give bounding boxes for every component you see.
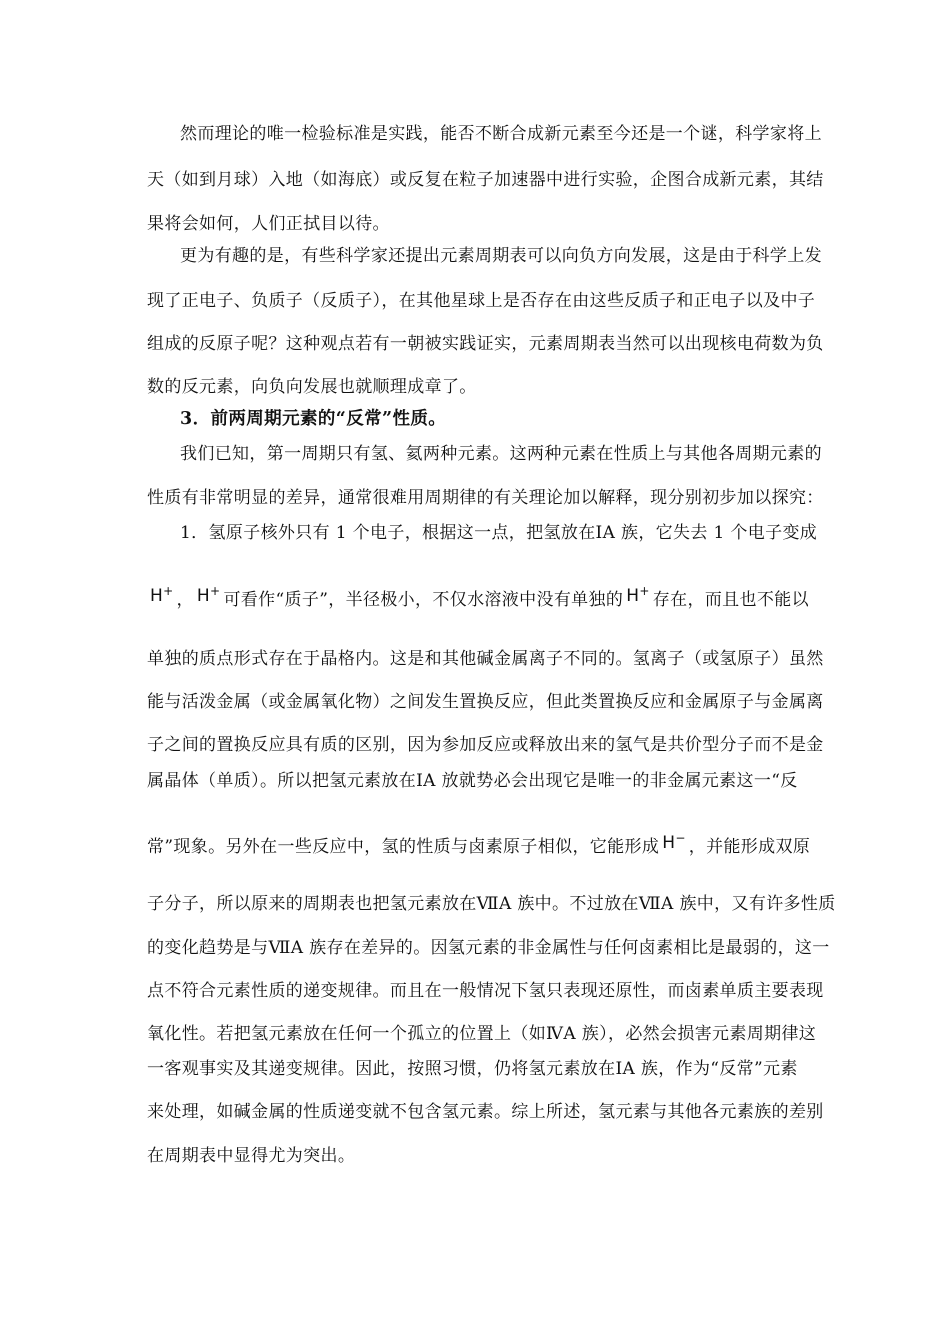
paragraph-line-with-formula: 常”现象。另外在一些反应中，氢的性质与卤素原子相似，它能形成 H− ，并能形成双原 xyxy=(147,831,811,857)
paragraph-line: 单独的质点形式存在于晶格内。这是和其他碱金属离子不同的。氢离子（或氢原子）虽然 xyxy=(147,649,824,669)
paragraph-line: 的变化趋势是与ⅦA 族存在差异的。因氢元素的非金属性与任何卤素相比是最弱的，这一 xyxy=(147,938,830,958)
paragraph-line-with-formula: H+ ， H+ 可看作“质子”，半径极小，不仅水溶液中没有单独的 H+ 存在，而且也不能以 xyxy=(147,584,809,611)
paragraph-line: 性质有非常明显的差异，通常很难用周期律的有关理论加以解释，现分别初步加以探究： xyxy=(147,488,824,508)
paragraph-line: 1．氢原子核外只有 1 个电子，根据这一点，把氢放在ⅠA 族，它失去 1 个电子变成 xyxy=(180,523,818,543)
paragraph-line: 组成的反原子呢？这种观点若有一朝被实践证实，元素周期表当然可以出现核电荷数为负 xyxy=(147,334,824,354)
formula-h-plus: H+ xyxy=(150,584,174,606)
formula-h-minus: H− xyxy=(662,831,686,853)
paragraph-line: 现了正电子、负质子（反质子），在其他星球上是否存在由这些反质子和正电子以及中子 xyxy=(147,291,816,311)
section-heading: 3．前两周期元素的“反常”性质。 xyxy=(180,409,447,429)
paragraph-line: 数的反元素，向负向发展也就顺理成章了。 xyxy=(147,377,477,397)
paragraph-line: 天（如到月球）入地（如海底）或反复在粒子加速器中进行实验，企图合成新元素，其结 xyxy=(147,170,824,190)
paragraph-line: 更为有趣的是，有些科学家还提出元素周期表可以向负方向发展，这是由于科学上发 xyxy=(180,246,822,266)
paragraph-line: 果将会如何，人们正拭目以待。 xyxy=(147,214,390,234)
paragraph-line: 在周期表中显得尤为突出。 xyxy=(147,1146,356,1166)
paragraph-line: 氧化性。若把氢元素放在任何一个孤立的位置上（如ⅣA 族），必然会损害元素周期律这 xyxy=(147,1024,817,1044)
paragraph-line: 来处理，如碱金属的性质递变就不包含氢元素。综上所述，氢元素与其他各元素族的差别 xyxy=(147,1102,824,1122)
paragraph-line: 能与活泼金属（或金属氧化物）之间发生置换反应，但此类置换反应和金属原子与金属离 xyxy=(147,692,824,712)
formula-h-plus: H+ xyxy=(196,584,221,606)
paragraph-line: 一客观事实及其递变规律。因此，按照习惯，仍将氢元素放在ⅠA 族，作为“反常”元素 xyxy=(147,1059,798,1079)
paragraph-line: 我们已知，第一周期只有氢、氦两种元素。这两种元素在性质上与其他各周期元素的 xyxy=(180,444,822,464)
paragraph-line: 然而理论的唯一检验标准是实践，能否不断合成新元素至今还是一个谜，科学家将上 xyxy=(180,124,822,144)
formula-h-plus: H+ xyxy=(626,584,650,606)
paragraph-line: 属晶体（单质）。所以把氢元素放在ⅠA 放就势必会出现它是唯一的非金属元素这一“反 xyxy=(147,771,798,791)
paragraph-line: 子之间的置换反应具有质的区别，因为参加反应或释放出来的氢气是共价型分子而不是金 xyxy=(147,735,824,755)
paragraph-line: 点不符合元素性质的递变规律。而且在一般情况下氢只表现还原性，而卤素单质主要表现 xyxy=(147,981,824,1001)
paragraph-line: 子分子，所以原来的周期表也把氢元素放在ⅦA 族中。不过放在ⅦA 族中，又有许多性质 xyxy=(147,894,836,914)
